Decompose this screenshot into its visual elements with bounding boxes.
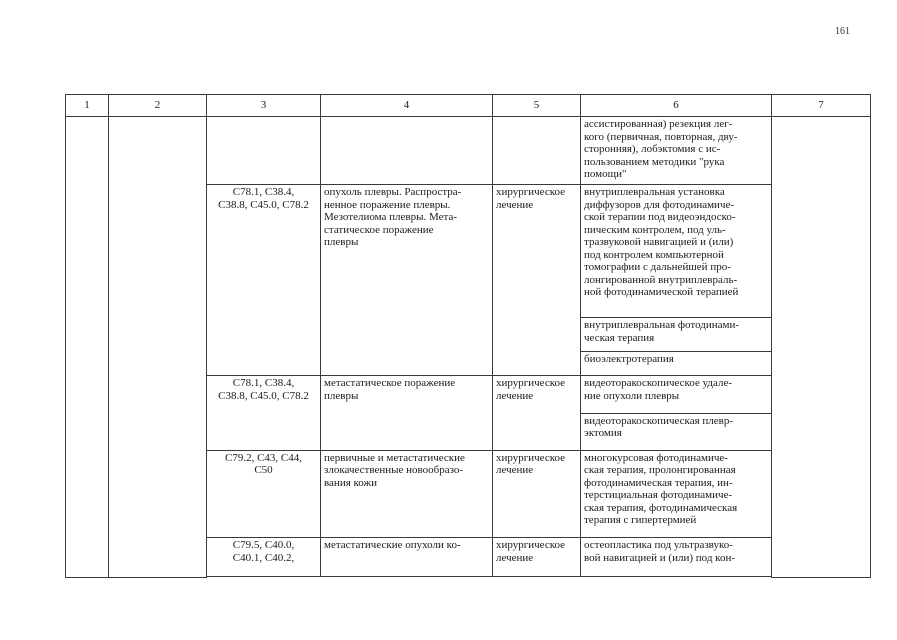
method-cell — [581, 318, 772, 352]
medical-procedures-table — [65, 94, 871, 578]
icd-codes-cell — [207, 376, 321, 451]
diagnosis-cell — [321, 538, 493, 577]
page-number: 161 — [835, 26, 850, 37]
method-text: внутриплевральная фотодинами- ческая терапия — [584, 319, 740, 344]
method-cell — [581, 413, 772, 450]
table-row — [66, 117, 871, 185]
method-cell — [581, 450, 772, 537]
method-text: ассистированная) резекция лег- кого (первичная, повторная, дву- сторонняя), лобэктомия с ис- пользованием методики "рука помощи" — [584, 118, 738, 180]
diagnosis-text: первичные и метастатические злокачественные новообразо- вания кожи — [324, 451, 465, 489]
spacer-cell — [581, 577, 772, 578]
col-header-5: 5 — [493, 95, 581, 117]
method-cell — [581, 538, 772, 577]
icd-codes-text: С78.1, С38.4, С38.8, С45.0, С78.2 — [218, 377, 309, 402]
col7-cell — [772, 117, 871, 578]
method-cell — [581, 185, 772, 318]
icd-codes-cell — [207, 117, 321, 185]
col-header-6: 6 — [581, 95, 772, 117]
col-header-3: 3 — [207, 95, 321, 117]
icd-codes-cell — [207, 185, 321, 376]
diagnosis-cell — [321, 185, 493, 376]
diagnosis-text: метастатические опухоли ко- — [324, 539, 461, 552]
diagnosis-cell — [321, 117, 493, 185]
col-header-1: 1 — [66, 95, 109, 117]
treatment-type-cell — [493, 450, 581, 537]
spacer-cell — [321, 577, 493, 578]
diagnosis-cell — [321, 450, 493, 537]
icd-codes-text: С79.5, С40.0, С40.1, С40.2, — [232, 539, 295, 564]
col-header-2: 2 — [109, 95, 207, 117]
treatment-type-text: хирургическое лечение — [496, 451, 566, 477]
method-cell — [581, 117, 772, 185]
treatment-type-cell — [493, 538, 581, 577]
method-text: биоэлектротерапия — [584, 353, 674, 366]
method-cell — [581, 352, 772, 376]
treatment-type-text: хирургическое лечение — [496, 186, 566, 211]
diagnosis-text: опухоль плевры. Распростра- ненное поражение плевры. Мезотелиома плевры. Мета- статическое поражение плевры — [324, 186, 462, 249]
diagnosis-text: метастатическое поражение плевры — [324, 377, 456, 402]
diagnosis-cell — [321, 376, 493, 451]
col-header-4: 4 — [321, 95, 493, 117]
method-text: остеопластика под ультразвуко- вой навигацией и (или) под кон- — [584, 539, 736, 564]
treatment-type-cell — [493, 376, 581, 451]
icd-codes-cell — [207, 450, 321, 537]
spacer-cell — [207, 577, 321, 578]
treatment-type-cell — [493, 117, 581, 185]
spacer-cell — [493, 577, 581, 578]
col-header-7: 7 — [772, 95, 871, 117]
treatment-type-text: хирургическое лечение — [496, 539, 566, 564]
icd-codes-cell — [207, 538, 321, 577]
header-row — [66, 95, 871, 117]
icd-codes-text: С78.1, С38.4, С38.8, С45.0, С78.2 — [218, 186, 309, 211]
method-text: многокурсовая фотодинамиче- ская терапия, пролонгированная фотодинамическая терапия, ин- терстициальная фотодинамиче- ская терапия, фотодинамическая терапия с гипертермией — [584, 451, 738, 527]
col2-cell — [109, 117, 207, 578]
treatment-type-text: хирургическое лечение — [496, 377, 566, 402]
treatment-type-cell — [493, 185, 581, 376]
col1-cell — [66, 117, 109, 578]
method-cell — [581, 376, 772, 413]
method-text: внутриплевральная установка диффузоров для фотодинамиче- ской терапии под видеоэндоско- пическим контролем, под уль- тразвуковой навигацией и (или) под контролем компьютерной томографии с дальнейшей про- лонгированной внутриплевраль- ной фотодинамической терапией — [584, 186, 739, 299]
icd-codes-text: С79.2, С43, С44, С50 — [224, 451, 302, 477]
method-text: видеоторакоскопическое удале- ние опухоли плевры — [584, 377, 733, 402]
method-text: видеоторакоскопическая плевр- эктомия — [584, 414, 734, 440]
